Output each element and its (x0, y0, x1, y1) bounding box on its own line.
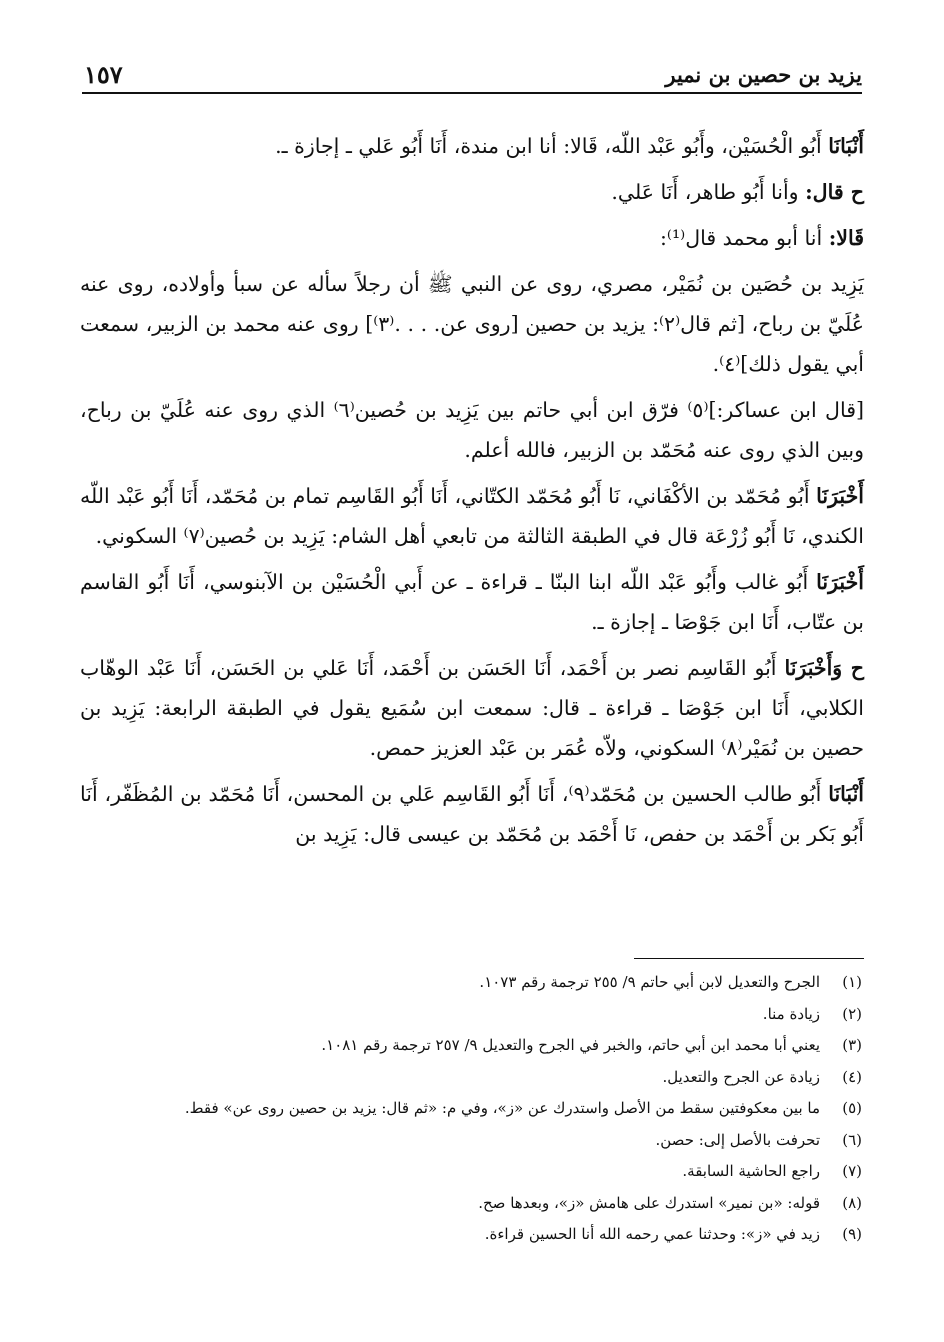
paragraph-text: وأنا أَبُو طاهر، أَنَا عَلي. (611, 180, 806, 204)
paragraph-text: يَزِيد بن حُصَين بن نُمَيْر، مصري، روى عن النبي ﷺ أن رجلاً سأله عن سبأ وأولاده، روى عنه عُلَيّ بن رباح، [ثم قال⁽٢⁾: يزيد بن حصين [روى عن. . . .⁽٣⁾] روى عنه محمد بن الزبير، سمعت أبي يقول ذلك]⁽٤⁾. (80, 272, 864, 376)
footnote-text: زيادة عن الجرح والتعديل. (662, 1067, 820, 1086)
text-paragraph (80, 126, 864, 166)
footnote (80, 967, 864, 999)
footnote-number: (٦) (842, 1130, 862, 1149)
text-paragraph (80, 264, 864, 384)
paragraph-lead: أَنْبَانَا (828, 134, 864, 158)
footnote-separator (634, 958, 864, 959)
footnote-text: تحرفت بالأصل إلى: حصن. (655, 1130, 820, 1149)
footnote-number: (٧) (842, 1162, 862, 1180)
footnote-text: زيادة منا. (762, 1004, 820, 1023)
footnote-number: (٣) (842, 1036, 862, 1054)
paragraph-text: أَبُو طالب الحسين بن مُحَمّد⁽٩⁾، أَنَا أَبُو القَاسِم عَلي بن المحسن، أَنَا مُحَمّد بن المُظَفّر، أَنَا أَبُو بَكر بن أَحْمَد بن حفص، نَا أَحْمَد بن مُحَمّد بن عيسى قال: يَزِيد بن (80, 782, 864, 846)
paragraph-lead: ح قال: (805, 180, 864, 204)
text-paragraph (80, 218, 864, 258)
paragraph-lead: أَخْبَرَنَا (816, 484, 864, 508)
footnote-number: (٢) (842, 1004, 862, 1023)
footnote-number: (٥) (842, 1099, 862, 1117)
footnote (80, 1125, 864, 1157)
text-paragraph (80, 390, 864, 470)
footnote (80, 1093, 864, 1125)
paragraph-text: أَبُو القَاسِم نصر بن أَحْمَد، أَنَا الحَسَن بن أَحْمَد، أَنَا عَلي بن الحَسَن، أَنَا عَبْد الوهّاب الكلابي، أَنَا ابن جَوْصَا ـ قراءة ـ قال: سمعت ابن سُمَيع يقول في الطبقة الرابعة: يَزِيد بن حصين بن نُمَيْر⁽٨⁾ السكوني، ولاّه عُمَر بن عَبْد العزيز حمص. (80, 656, 864, 760)
text-paragraph (80, 476, 864, 556)
footnote (80, 1188, 864, 1220)
paragraph-lead: ح وَأَخْبَرَنَا (784, 656, 864, 680)
main-text (80, 126, 864, 860)
paragraph-lead: أَخْبَرَنَا (816, 570, 864, 594)
footnote (80, 999, 864, 1031)
footnote-number: (١) (842, 973, 862, 991)
footnote-text: قوله: «بن نمير» استدرك على هامش «ز»، وبعدها صح. (478, 1193, 820, 1212)
footnote-number: (٩) (842, 1225, 862, 1243)
footnote-number: (٨) (842, 1193, 862, 1212)
paragraph-lead: قَالا: (828, 226, 864, 250)
footnote-text: الجرح والتعديل لابن أبي حاتم ٩/ ٢٥٥ ترجمة رقم ١٠٧٣. (479, 973, 820, 991)
text-paragraph (80, 172, 864, 212)
paragraph-text: [قال ابن عساكر:]⁽٥⁾ فرّق ابن أبي حاتم بين يَزِيد بن حُصين⁽٦⁾ الذي روى عنه عُلَيّ بن رباح، وبين الذي روى عنه مُحَمّد بن الزبير، فالله أعلم. (80, 398, 864, 462)
text-paragraph (80, 562, 864, 642)
footnote-text: زيد في «ز»: وحدثنا عمي رحمه الله أنا الحسين قراءة. (484, 1225, 820, 1243)
text-paragraph (80, 774, 864, 854)
footnotes-section (80, 958, 864, 1251)
text-paragraph (80, 648, 864, 768)
paragraph-text: أنا أبو محمد قال⁽¹⁾: (660, 226, 829, 250)
paragraph-text: أَبُو مُحَمّد بن الأكْفَاني، نَا أَبُو مُحَمّد الكتّاني، أَنَا أَبُو القَاسِم تمام بن مُحَمّد، أَنَا أَبُو عَبْد اللّه الكندي، نَا أَبُو زُرْعَة قال في الطبقة الثالثة من تابعي أهل الشام: يَزِيد بن حُصين⁽٧⁾ السكوني. (80, 484, 864, 548)
footnote (80, 1030, 864, 1062)
page-number: ١٥٧ (84, 60, 123, 89)
paragraph-lead: أَنْبَانَا (828, 782, 865, 806)
running-title: يزيد بن حصين بن نمير (665, 62, 862, 87)
paragraph-text: أَبُو الْحُسَيْن، وأَبُو عَبْد اللّه، قَالا: أنا ابن مندة، أَنَا أَبُو عَلي ـ إجازة ـ. (275, 134, 829, 158)
footnote (80, 1219, 864, 1251)
footnote-text: ما بين معكوفتين سقط من الأصل واستدرك عن «ز»، وفي م: «ثم قال: يزيد بن حصين روى عن» فقط. (184, 1099, 820, 1117)
footnote-text: راجع الحاشية السابقة. (682, 1162, 820, 1180)
footnote-text: يعني أبا محمد ابن أبي حاتم، والخبر في الجرح والتعديل ٩/ ٢٥٧ ترجمة رقم ١٠٨١. (321, 1036, 820, 1054)
paragraph-text: أَبُو غالب وأَبُو عَبْد اللّه ابنا البنّا ـ قراءة ـ عن أَبي الْحُسَيْن بن الآبنوسي، أَنَا أَبُو القاسم بن عتّاب، أَنَا ابن جَوْصَا ـ إجازة ـ. (80, 570, 864, 634)
footnote (80, 1156, 864, 1188)
page-header (82, 52, 862, 94)
footnote-number: (٤) (842, 1067, 862, 1086)
footnote (80, 1062, 864, 1094)
